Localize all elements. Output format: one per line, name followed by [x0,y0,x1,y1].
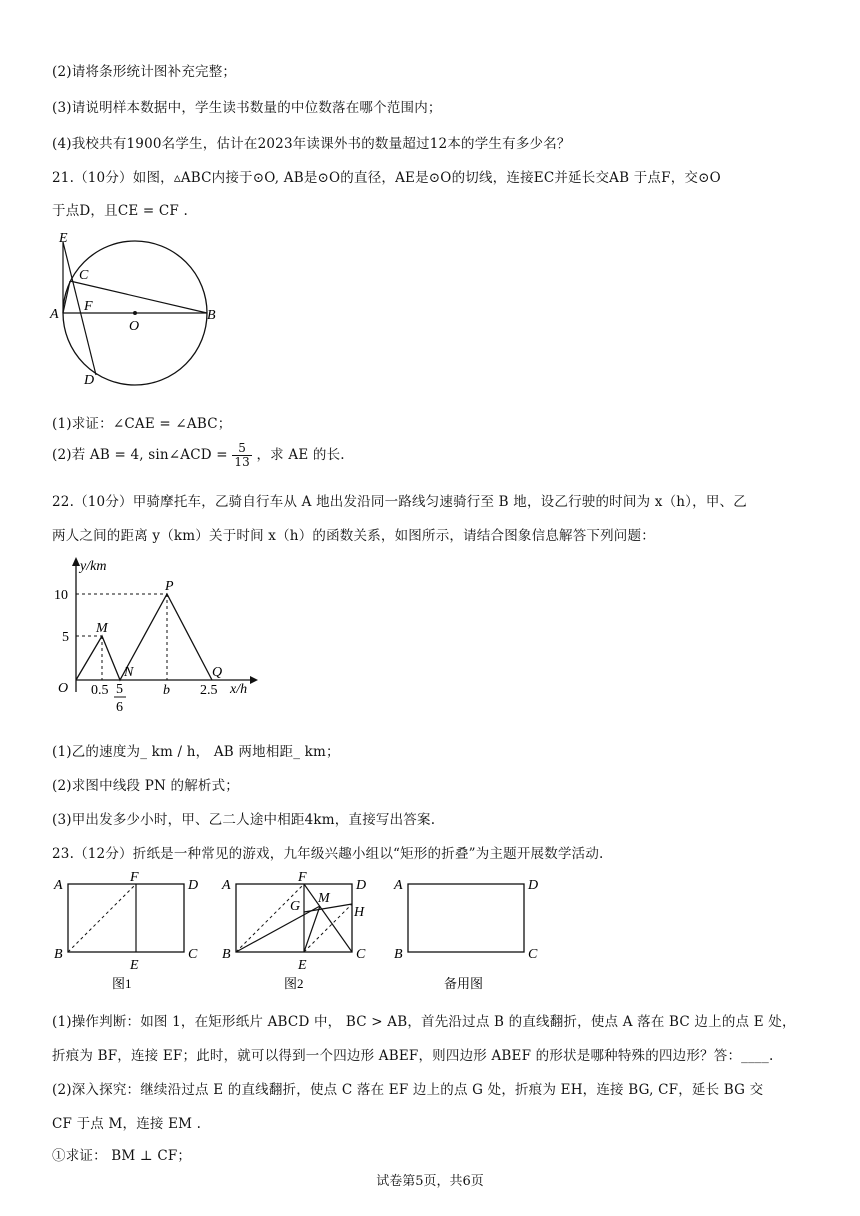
label-O: O [129,319,140,334]
fig2-label-D: D [356,878,367,893]
fraction-denominator: 13 [234,455,250,469]
label-B: B [207,308,216,323]
label-C: C [79,268,89,283]
q22-stem-line2: 两人之间的距离 y（km）关于时间 x（h）的函数关系，如图所示，请结合图象信息解答下列问题： [52,528,655,544]
x-axis-label: x/h [230,682,248,697]
x-tick-0.5: 0.5 [91,683,109,698]
q21-part1: (1)求证：∠CAE = ∠ABC； [52,416,232,432]
fig1-label-A: A [54,878,63,893]
q22-part3: (3)甲出发多少小时，甲、乙二人途中相距4km，直接写出答案. [52,812,436,828]
fig2-label-G: G [290,899,301,914]
q22-part2: (2)求图中线段 PN 的解析式； [52,778,240,794]
q21-circle-figure [48,228,228,398]
y-tick-5: 5 [62,630,69,645]
label-E: E [59,231,68,246]
spare-label-A: A [394,878,403,893]
y-axis-label: y/km [80,559,107,574]
spare-label-D: D [528,878,539,893]
q21-part2-suffix: ，求 AE 的长. [256,447,345,463]
q23-part1-line2: 折痕为 BF，连接 EF；此时，就可以得到一个四边形 ABEF，则四边形 ABEF 的形状是哪种特殊的四边形？答：____. [52,1048,774,1064]
point-Q: Q [212,665,223,680]
q20-part4: (4)我校共有1900名学生，估计在2023年读课外书的数量超过12本的学生有多少名？ [52,136,571,152]
fig2-caption: 图2 [284,976,304,991]
fig2-label-M: M [318,891,330,906]
q23-fold-figures [50,872,570,998]
fraction-numerator: 5 [232,442,252,456]
point-P: P [165,579,174,594]
fig1-label-E: E [130,958,139,973]
q23-part2-item1: ①求证： BM ⊥ CF； [52,1148,192,1164]
fig1-label-C: C [188,947,198,962]
fig1-label-B: B [54,947,63,962]
fraction-5-13 [232,442,252,469]
q21-stem-line2: 于点D，且CE = CF . [52,203,188,219]
q23-stem: 23.（12分）折纸是一种常见的游戏，九年级兴趣小组以“矩形的折叠”为主题开展数学活动. [52,846,604,862]
q23-part1-line1: (1)操作判断：如图 1，在矩形纸片 ABCD 中， BC > AB，首先沿过点 B 的直线翻折，使点 A 落在 BC 边上的点 E 处， [52,1014,796,1030]
x-tick-5-num: 5 [116,682,123,697]
q21-part2-prefix: (2)若 AB = 4, sin∠ACD = [52,447,228,463]
q22-part1: (1)乙的速度为_ km / h， AB 两地相距_ km； [52,744,340,760]
fig2-label-B: B [222,947,231,962]
fig2-label-F: F [298,872,307,885]
q22-distance-graph [50,552,265,712]
page-footer: 试卷第5页，共6页 [376,1174,484,1189]
q23-part2-line1: (2)深入探究：继续沿过点 E 的直线翻折，使点 C 落在 EF 边上的点 G 处，折痕为 EH，连接 BG, CF，延长 BG 交 [52,1082,764,1098]
q20-part2: (2)请将条形统计图补充完整； [52,64,237,80]
y-tick-10: 10 [54,588,68,603]
fig2-label-A: A [222,878,231,893]
point-N: N [124,665,134,680]
point-M: M [96,621,108,636]
fig1-label-F: F [130,872,139,885]
x-tick-b: b [163,683,170,698]
origin-label: O [58,681,69,696]
q22-stem-line1: 22.（10分）甲骑摩托车，乙骑自行车从 A 地出发沿同一路线匀速骑行至 B 地，设乙行驶的时间为 x（h），甲、乙 [52,494,747,510]
q21-part2 [52,442,345,469]
fig1-caption: 图1 [112,976,132,991]
spare-caption: 备用图 [444,976,484,991]
q21-stem-line1: 21.（10分）如图，▵ABC内接于⊙O, AB是⊙O的直径，AE是⊙O的切线，连接EC并延长交AB 于点F，交⊙O [52,170,721,186]
q20-part3: (3)请说明样本数据中，学生读书数量的中位数落在哪个范围内； [52,100,442,116]
label-F: F [84,299,93,314]
fig1-label-D: D [188,878,199,893]
spare-label-C: C [528,947,538,962]
q23-part2-line2: CF 于点 M，连接 EM . [52,1116,202,1132]
fig2-label-H: H [354,905,365,920]
fig2-label-C: C [356,947,366,962]
spare-label-B: B [394,947,403,962]
x-tick-6-den: 6 [116,700,123,712]
label-D: D [84,373,95,388]
label-A: A [50,307,59,322]
fig2-label-E: E [298,958,307,973]
x-tick-2.5: 2.5 [200,683,218,698]
